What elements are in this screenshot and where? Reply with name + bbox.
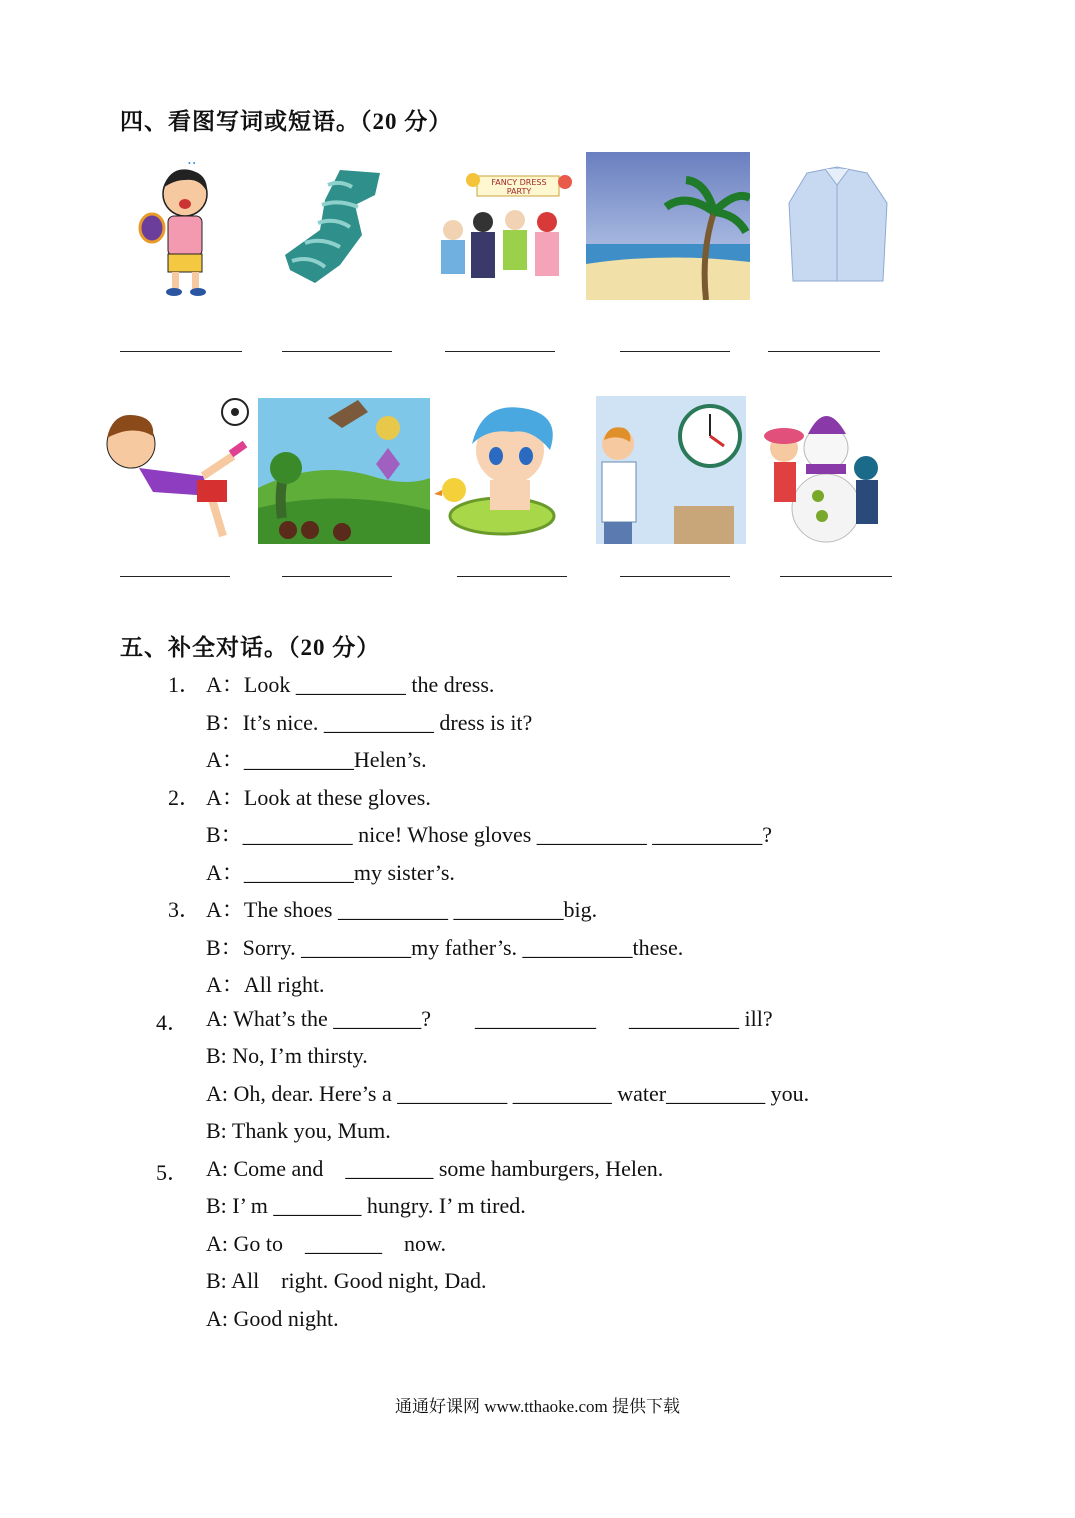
dialogue-line: A: Go to _______ now. xyxy=(206,1231,446,1256)
dialogue-line: A：__________my sister’s. xyxy=(206,860,455,885)
dialogue-line: B: All right. Good night, Dad. xyxy=(206,1268,487,1293)
clock-time-icon xyxy=(596,396,746,544)
dialogue-line: B：Sorry. __________my father’s. __________these. xyxy=(206,935,684,960)
answer-blank[interactable] xyxy=(120,350,242,352)
sweater-icon xyxy=(280,165,390,285)
question-number: 4． xyxy=(156,1010,190,1035)
question-number: 3． xyxy=(168,897,202,922)
shirt-icon xyxy=(785,163,890,288)
dialogue-line: B：__________ nice! Whose gloves __________ __________? xyxy=(206,822,773,847)
kites-icon xyxy=(258,398,430,544)
answer-blank[interactable] xyxy=(457,575,567,577)
boy-eating-icon xyxy=(130,158,230,298)
boy-swimming-icon xyxy=(432,398,580,546)
snowman-icon xyxy=(762,396,892,548)
dialogue-line: B: I’ m ________ hungry. I’ m tired. xyxy=(206,1193,526,1218)
dialogue-line: A：Look __________ the dress. xyxy=(206,672,495,697)
boy-playing-football-icon xyxy=(93,396,258,546)
party-banner-text: FANCY DRESS PARTY xyxy=(491,178,547,196)
answer-blank[interactable] xyxy=(780,575,892,577)
answer-blank[interactable] xyxy=(120,575,230,577)
answer-blank[interactable] xyxy=(445,350,555,352)
answer-blank[interactable] xyxy=(768,350,880,352)
section-4-title: 四、看图写词或短语。（20 分） xyxy=(120,109,453,134)
answer-blank[interactable] xyxy=(282,350,392,352)
dialogue-line: A: What’s the ________? ___________ __________ ill? xyxy=(206,1006,773,1031)
section-5-title: 五、补全对话。（20 分） xyxy=(120,635,381,660)
dialogue-line: B：It’s nice. __________ dress is it? xyxy=(206,710,533,735)
beach-icon xyxy=(586,152,750,300)
answer-blank[interactable] xyxy=(620,350,730,352)
dialogue-line: A：__________Helen’s. xyxy=(206,747,427,772)
question-number: 2． xyxy=(168,785,202,810)
question-number: 1． xyxy=(168,672,202,697)
dialogue-line: A: Good night. xyxy=(206,1306,339,1331)
fancy-dress-party-icon xyxy=(433,170,573,282)
page-footer: 通通好课网 www.tthaoke.com 提供下载 xyxy=(394,1397,681,1416)
dialogue-line: A：Look at these gloves. xyxy=(206,785,431,810)
dialogue-line: B: Thank you, Mum. xyxy=(206,1118,391,1143)
dialogue-line: B: No, I’m thirsty. xyxy=(206,1043,368,1068)
answer-blank[interactable] xyxy=(282,575,392,577)
dialogue-line: A：All right. xyxy=(206,972,325,997)
question-number: 5． xyxy=(156,1160,190,1185)
answer-blank[interactable] xyxy=(620,575,730,577)
svg-text:• •: • • xyxy=(188,159,196,168)
dialogue-line: A：The shoes __________ __________big. xyxy=(206,897,598,922)
dialogue-line: A: Come and ________ some hamburgers, Helen. xyxy=(206,1156,664,1181)
dialogue-line: A: Oh, dear. Here’s a __________ _________ water_________ you. xyxy=(206,1081,810,1106)
